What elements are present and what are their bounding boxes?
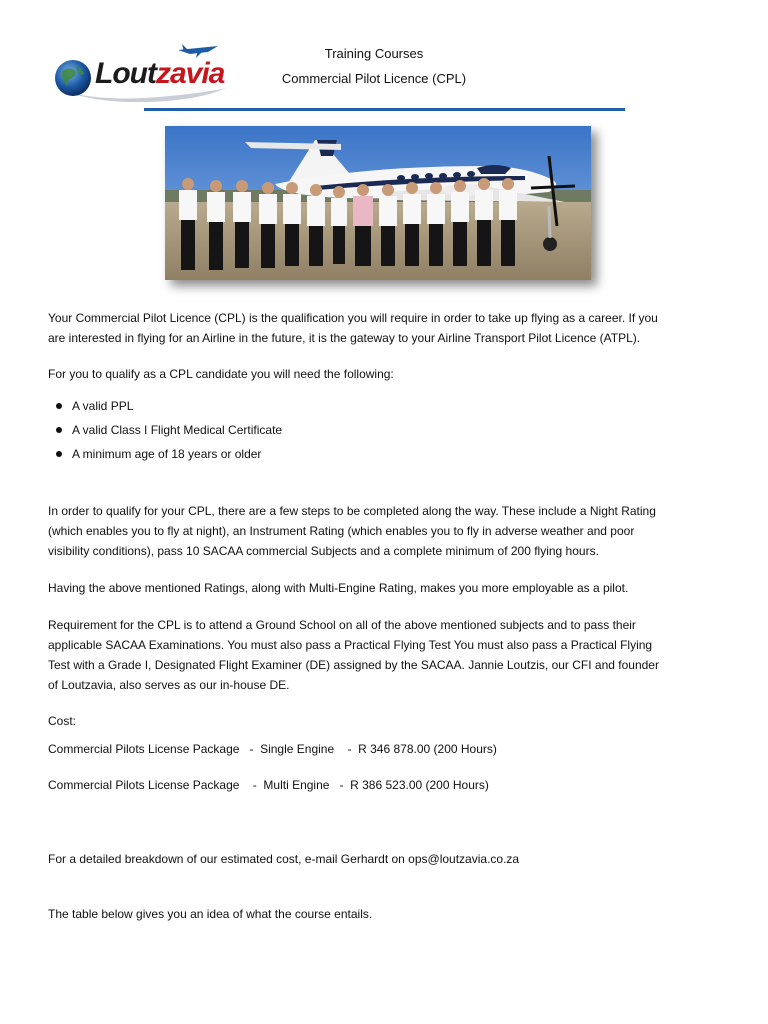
logo-wordmark (95, 56, 224, 92)
list-item: A valid PPL (48, 396, 282, 420)
logo-text-zavia: zavia (155, 57, 225, 90)
requirements-list (48, 396, 282, 468)
employable-paragraph: Having the above mentioned Ratings, along with Multi-Engine Rating, makes you more employable as a pilot. (48, 581, 629, 595)
cost-multi-engine: Commercial Pilots License Package - Multi Engine - R 386 523.00 (200 Hours) (48, 778, 489, 792)
header-course-title: Commercial Pilot Licence (CPL) (281, 71, 467, 86)
loutzavia-logo (50, 40, 230, 102)
cost-single-engine: Commercial Pilots License Package - Single Engine - R 346 878.00 (200 Hours) (48, 742, 497, 756)
steps-paragraph: In order to qualify for your CPL, there are a few steps to be completed along the way. These include a Night Rating (which enables you to fly at night), an Instrument Rating (which enables you to fly in adverse weather and poor visibility conditions), pass 10 SACAA commercial Subjects and a complete minimum of 200 flying hours. (48, 504, 656, 558)
contact-paragraph: For a detailed breakdown of our estimated cost, e-mail Gerhardt on ops@loutzavia.co.za (48, 852, 520, 866)
header-training-courses: Training Courses (324, 46, 424, 61)
pilots-photo (165, 126, 591, 280)
qualify-intro: For you to qualify as a CPL candidate you will need the following: (48, 367, 394, 381)
logo-text-lout: Lout (95, 57, 156, 90)
cost-label: Cost: (48, 714, 77, 728)
header-divider (144, 108, 625, 111)
aircraft-pilots-image (165, 126, 591, 280)
list-item: A minimum age of 18 years or older (48, 444, 282, 468)
ground-school-paragraph: Requirement for the CPL is to attend a Ground School on all of the above mentioned subjects and to pass their applicable SACAA Examinations. You must also pass a Practical Flying Test You must also pass a Practical Flying Test with a Grade I, Designated Flight Examiner (DE) assigned by the SACAA. Jannie Loutzis, our CFI and founder of Loutzavia, also serves as our in-house DE. (48, 618, 659, 692)
table-intro: The table below gives you an idea of what the course entails. (48, 907, 373, 921)
list-item: A valid Class I Flight Medical Certificate (48, 420, 282, 444)
intro-paragraph: Your Commercial Pilot Licence (CPL) is the qualification you will require in order to take up flying as a career. If you are interested in flying for an Airline in the future, it is the gateway to your Airline Transport Pilot Licence (ATPL). (48, 311, 658, 345)
